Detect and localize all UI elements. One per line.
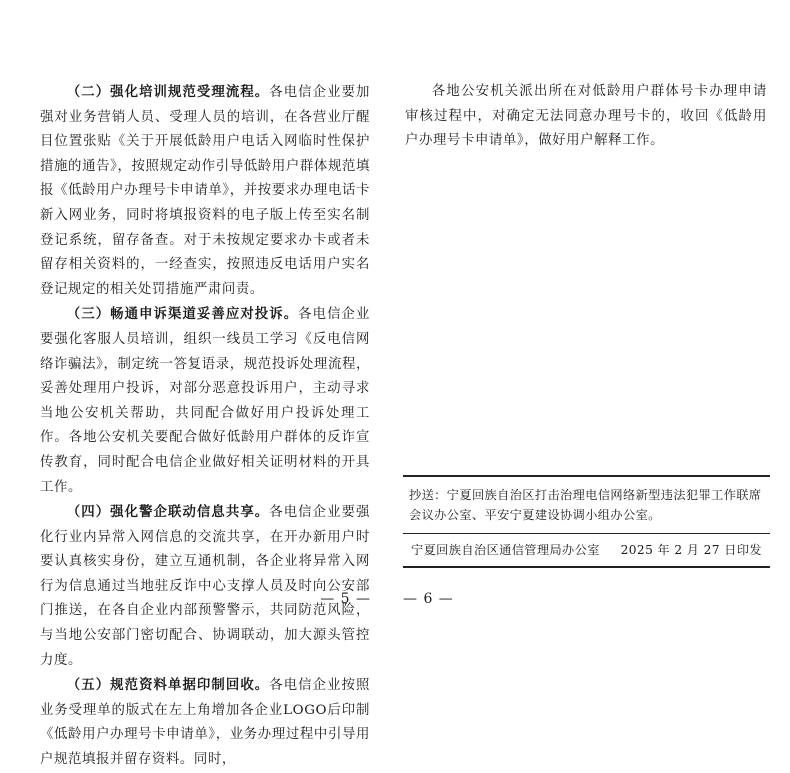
- cc-recipients: 宁夏回族自治区打击治理电信网络新型违法犯罪工作联席会议办公室、平安宁夏建设协调小组办公室。: [409, 488, 762, 522]
- cc-label: 抄送：: [409, 488, 447, 502]
- paragraph-text: 各电信企业要强化客服人员培训，组织一线员工学习《反电信网络诈骗法》，制定统一答复语录，规范投诉处理流程，妥善处理用户投诉，对部分恶意投诉用户，主动寻求当地公安机关帮助，共同配合做好用户投诉处理工作。各地公安机关要配合做好低龄用户群体的反诈宣传教育，同时配合电信企业做好相关证明材料的开具工作。: [40, 307, 371, 495]
- paragraph-heading: （三）畅通申诉渠道妥善应对投诉。: [66, 306, 299, 323]
- issuer-row: [403, 534, 770, 566]
- paragraph-heading: （四）强化警企联动信息共享。: [66, 504, 270, 521]
- paragraph-training: [40, 80, 370, 302]
- paragraph-text: 各电信企业要强化行业内异常入网信息的交流共享，在开办新用户时要认真核实身份，建立互通机制，各企业将异常入网行为信息通过当地驻反诈中心支撑人员及时向公安部门推送，在各自企业内部预警警示，共同防范风险，与当地公安部门密切配合、协调联动，加大源头管控力度。: [40, 505, 371, 668]
- paragraph-continuation: 各地公安机关派出所在对低龄用户群体号卡办理申请审核过程中，对确定无法同意办理号卡的，收回《低龄用户办理号卡申请单》，做好用户解释工作。: [405, 84, 767, 149]
- page-number: — 6 —: [403, 591, 454, 607]
- paragraph-complaints: [40, 302, 370, 500]
- paragraph-heading: （二）强化培训规范受理流程。: [66, 84, 270, 100]
- right-page: [395, 0, 790, 652]
- page-number: — 5 —: [320, 591, 371, 607]
- left-page: [0, 0, 395, 768]
- cc-list: [403, 477, 770, 533]
- document-footer: [403, 475, 770, 568]
- left-page-body: [40, 80, 370, 773]
- right-page-body: [405, 80, 767, 154]
- paragraph-text: 各电信企业要加强对业务营销人员、受理人员的培训，在各营业厅醒目位置张贴《关于开展低龄用户电话入网临时性保护措施的通告》，按照规定动作引导低龄用户群体规范填报《低龄用户办理号卡申请单》，并按要求办理电话卡新入网业务，同时将填报资料的电子版上传至实名制登记系统，留存备查。对于未按规定要求办卡或者未留存相关资料的，一经查实，按照违反电话用户实名登记规定的相关处罚措施严肃问责。: [40, 85, 371, 297]
- issue-date: 2025 年 2 月 27 日印发: [620, 543, 762, 557]
- paragraph-forms: [40, 673, 370, 772]
- paragraph-info-sharing: [40, 500, 370, 673]
- issuer-name: 宁夏回族自治区通信管理局办公室: [411, 543, 600, 557]
- footer-bottom-rule: [403, 566, 770, 568]
- paragraph-text: 各电信企业按照业务受理单的版式在左上角增加各企业LOGO后印制《低龄用户办理号卡申请单》，业务办理过程中引导用户规范填报并留存资料。同时，: [40, 678, 371, 768]
- paragraph-heading: （五）规范资料单据印制回收。: [66, 677, 270, 694]
